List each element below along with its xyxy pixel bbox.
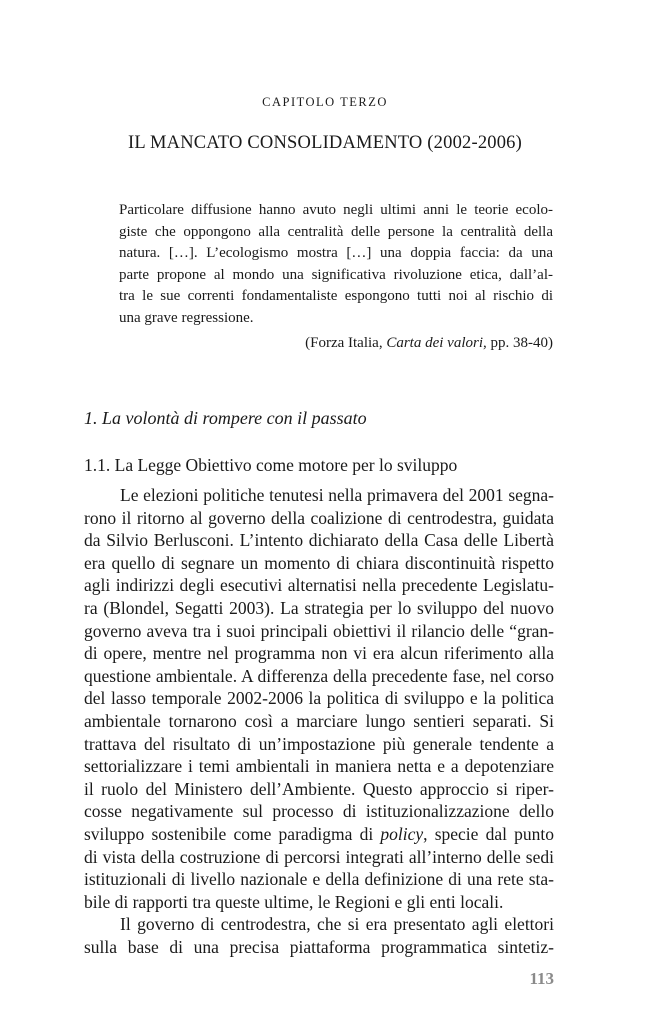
body-line: di vista della costruzione di percorsi integrati all’interno delle sedi [84,846,554,867]
body-line: del lasso temporale 2002-2006 la politica di sviluppo e la politica [84,688,554,709]
epigraph-line: Particolare diffusione hanno avuto negli ultimi anni le teorie ecolo- [119,202,553,218]
body-italic-term: policy [380,823,424,844]
body-line: ra (Blondel, Segatti 2003). La strategia per lo sviluppo del nuovo [84,597,554,618]
epigraph-source [119,332,553,354]
body-line: da Silvio Berlusconi. L’intento dichiarato della Casa delle Libertà [84,530,554,551]
body-line: cosse negativamente sul processo di istituzionalizzazione dello [84,801,554,822]
body-line-text: sviluppo sostenibile come paradigma di [84,823,381,844]
epigraph-source-title: Carta dei valori [386,334,483,351]
epigraph-line: parte propone al mondo una significativa rivoluzione etica, dall’al- [119,266,553,283]
body-line: settorializzare i temi ambientali in maniera netta e a depotenziare [84,756,554,777]
chapter-label: CAPITOLO TERZO [262,95,388,109]
body-line: trattava del risultato di un’impostazione più generale tendente a [84,733,554,754]
body-line: agli indirizzi degli esecutivi alternatisi nella precedente Legislatu- [84,575,554,596]
epigraph-source-suffix: , pp. 38-40) [483,334,553,351]
subsection-heading: 1.1. La Legge Obiettivo come motore per lo sviluppo [84,455,458,475]
body-line [84,823,554,846]
body-line: bile di rapporti tra queste ultime, le Regioni e gli enti locali. [84,891,504,912]
body-line: Il governo di centrodestra, che si era presentato agli elettori [120,914,554,935]
chapter-title: IL MANCATO CONSOLIDAMENTO (2002-2006) [127,133,522,153]
body-line: sulla base di una precisa piattaforma programmatica sintetiz- [84,936,554,957]
body-line: governo aveva tra i suoi principali obiettivi il rilancio delle “gran- [84,620,554,641]
body-line: Le elezioni politiche tenutesi nella primavera del 2001 segna- [120,485,554,505]
epigraph-source-prefix: (Forza Italia, [305,334,387,351]
body-line: il ruolo del Ministero dell’Ambiente. Questo approccio si riper- [84,778,554,799]
body-text [84,484,554,958]
body-line: di opere, mentre nel programma non vi era alcun riferimento alla [84,643,554,664]
page-number: 113 [529,969,554,988]
body-line: questione ambientale. A differenza della precedente fase, nel corso [84,665,554,686]
body-line-text: , specie dal punto [423,823,554,844]
epigraph-line: giste che oppongono alla centralità delle persone la centralità della [119,223,553,240]
epigraph-line: una grave regressione. [119,309,254,326]
body-line: ambientale tornarono così a marciare lungo sentieri separati. Si [84,710,554,731]
epigraph-line: tra le sue correnti fondamentaliste espongono tutti noi al rischio di [119,288,553,305]
epigraph-line: natura. […]. L’ecologismo mostra […] una doppia faccia: da una [119,245,553,262]
body-line: era quello di segnare un momento di chiara discontinuità rispetto [84,552,554,573]
section-heading: 1. La volontà di rompere con il passato [84,408,367,428]
body-line: istituzionali di livello nazionale e della definizione di una rete sta- [84,869,554,890]
epigraph [119,200,553,354]
body-line: rono il ritorno al governo della coalizione di centrodestra, guidata [84,507,554,528]
